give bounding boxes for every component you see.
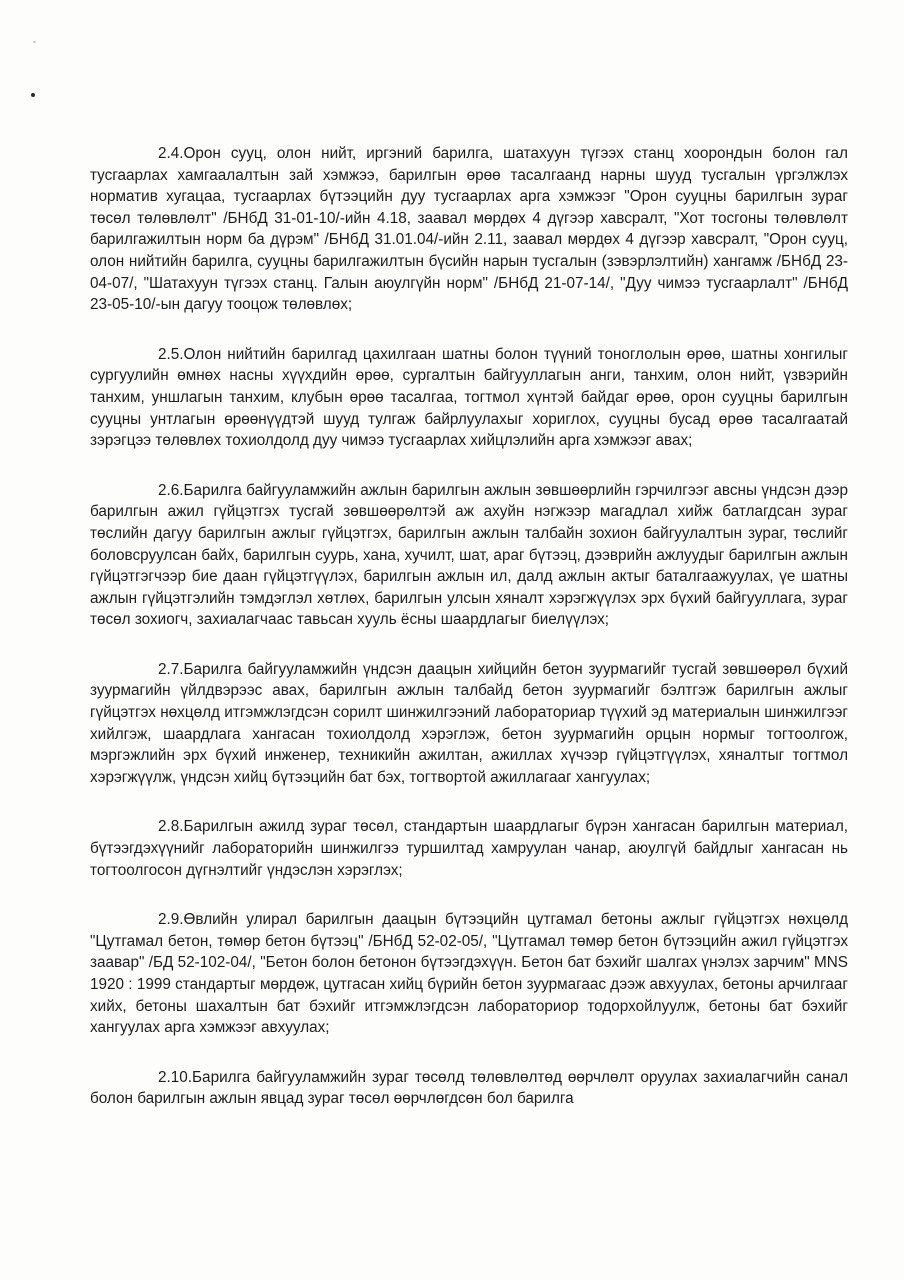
clause-2-4: 2.4.Орон сууц, олон нийт, иргэний барилга, шатахуун түгээх станц хоорондын болон гал тусгаарлах хамгаалалтын зай хэмжээ, барилгын өрөө тасалгаанд нарны шууд тусгалын үргэлжлэх норматив хугацаа, тусгаарлах бүтээцийн дуу тусгаарлах арга хэмжээг "Орон сууцны барилгын зураг төсөл төлөвлөлт" /БНбД 31-01-10/-ийн 4.18, заавал мөрдөх 4 дүгээр хавсралт, "Хот тосгоны төлөвлөлт барилгажилтын норм ба дүрэм" /БНбД 31.01.04/-ийн 2.11, заавал мөрдөх 4 дүгээр хавсралт, "Орон сууц, олон нийтийн барилга, сууцны барилгажилтын бүсийн нарын тусгалын (зэвэрлэлтийн) хангамж /БНбД 23-04-07/, "Шатахуун түгээх станц. Галын аюулгүйн норм" /БНбД 21-07-14/, "Дуу чимээ тусгаарлалт" /БНбД 23-05-10/-ын дагуу тооцож төлөвлөх; [90,145,848,314]
clause-2-10: 2.10.Барилга байгууламжийн зураг төсөлд төлөвлөлтөд өөрчлөлт оруулах захиалагчийн санал болон барилгын ажлын явцад зураг төсөл өөрчлөгдсөн бол барилга [90,1068,848,1108]
scan-speck [31,93,35,97]
document-body [90,143,848,1110]
clause-2-5: 2.5.Олон нийтийн барилгад цахилгаан шатны болон түүний тоноглолын өрөө, шатны хонгилыг сургуулийн өмнөх насны хүүхдийн өрөө, сургалтын байгууллагын анги, танхим, олон нийт, үзвэрийн танхим, уншлагын танхим, клубын өрөө тасалгаа, тогтмол хүнтэй байдаг өрөө, орон сууцны барилгын сууцны унтлагын өрөөнүүдтэй шууд тулгаж байрлуулахыг хориглох, сууцны бусад өрөө тасалгаатай зэрэгцээ төлөвлөх тохиолдолд дуу чимээ тусгаарлах хийцлэлийн арга хэмжээг авах; [90,345,848,450]
clause-2-6: 2.6.Барилга байгууламжийн ажлын барилгын ажлын зөвшөөрлийн гэрчилгээг авсны үндсэн дээр барилгын ажил гүйцэтгэх тусгай зөвшөөрөлтэй аж ахуйн нэгжээр магадлал хийж батлагдсан зураг төслийн дагуу барилгын ажлыг гүйцэтгэх, барилгын ажлын талбайн зохион байгуулалтын зураг, төслийг боловсруулсан байх, барилгын суурь, хана, хучилт, шат, араг бүтээц, дээврийн ажлуудыг барилгын ажлын гүйцэтгэгчээр бие даан гүйцэтгүүлэх, барилгын ажлын ил, далд ажлын актыг баталгаажуулах, үе шатны ажлын гүйцэтгэлийн тэмдэглэл хөтлөх, барилгын улсын хяналт хэрэгжүүлэх эрх бүхий байгууллага, зураг төсөл зохиогч, захиалагчаас тавьсан хууль ёсны шаардлагыг биелүүлэх; [90,481,848,629]
clause-2-7: 2.7.Барилга байгууламжийн үндсэн даацын хийцийн бетон зуурмагийг тусгай зөвшөөрөл бүхий зуурмагийн үйлдвэрээс авах, барилгын ажлын талбайд бетон зуурмагийг бэлтгэж барилгын ажлыг гүйцэтгэх нөхцөлд итгэмжлэгдсэн сорилт шинжилгээний лабораториар түүхий эд материалын шинжилгээг хийлгэж, шаардлага хангасан тохиолдолд хэрэглэж, бетон зуурмагийн орцын нормыг тогтоолгож, мэргэжлийн эрх бүхий инженер, техникийн ажилтан, ажиллах хүчээр гүйцэтгүүлэх, хяналтыг тогтмол хэрэгжүүлж, үндсэн хийц бүтээцийн бат бэх, тогтвортой ажиллагааг хангуулах; [90,660,848,786]
clause-2-8: 2.8.Барилгын ажилд зураг төсөл, стандартын шаардлагыг бүрэн хангасан барилгын материал, бүтээгдэхүүнийг лабораторийн шинжилгээ туршилтад хамруулан чанар, аюулгүй байдлыг хангасан нь тогтоолгосон дүгнэлтийг үндэслэн хэрэглэх; [90,818,848,879]
scan-speck [33,41,36,43]
clause-2-9: 2.9.Өвлийн улирал барилгын даацын бүтээцийн цутгамал бетоны ажлыг гүйцэтгэх нөхцөлд "Цутгамал бетон, төмөр бетон бүтээц" /БНбД 52-02-05/, "Цутгамал төмөр бетон бүтээцийн ажил гүйцэтгэх заавар" /БД 52-102-04/, "Бетон болон бетонон бүтээгдэхүүн. Бетон бат бэхийг шалгах үнэлэх зарчим" MNS 1920 : 1999 стандартыг мөрдөж, цутгасан хийц бүрийн бетон зуурмагаас дээж авхуулах, бетоны арчилгааг хийх, бетоны шахалтын бат бэхийг итгэмжлэгдсэн лабораториор тодорхойлуулж, бетоны бат бэхийг хангуулах арга хэмжээг авхуулах; [90,911,848,1037]
